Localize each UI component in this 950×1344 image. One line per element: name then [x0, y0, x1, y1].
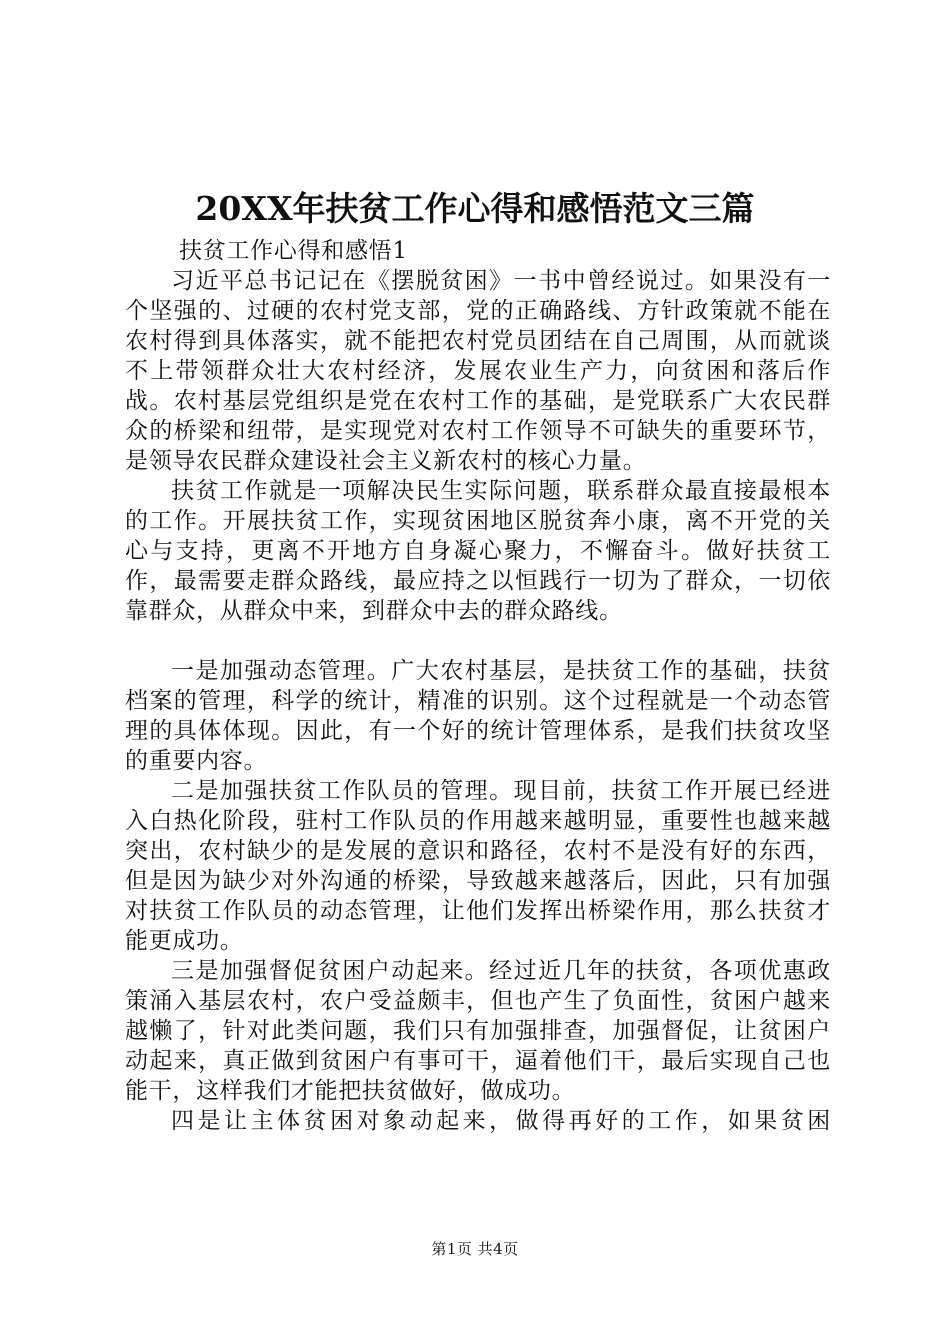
paragraph-gap: [125, 626, 831, 656]
document-body: [125, 236, 831, 1136]
document-title: 20XX年扶贫工作心得和感悟范文三篇: [195, 189, 755, 228]
paragraph-3: 一是加强动态管理。广大农村基层，是扶贫工作的基础，扶贫档案的管理，科学的统计，精准的识别。这个过程就是一个动态管理的具体体现。因此，有一个好的统计管理体系，是我们扶贫攻坚的重要内容。: [125, 658, 831, 774]
paragraph-5: 三是加强督促贫困户动起来。经过近几年的扶贫，各项优惠政策涌入基层农村，农户受益颇丰，但也产生了负面性，贫困户越来越懒了，针对此类问题，我们只有加强排查，加强督促，让贫困户动起来，真正做到贫困户有事可干，逼着他们干，最后实现自己也能干，这样我们才能把扶贫做好，做成功。: [125, 958, 831, 1104]
paragraph-6: 四是让主体贫困对象动起来，做得再好的工作，如果贫困: [171, 1108, 831, 1134]
paragraph-2: 扶贫工作就是一项解决民生实际问题，联系群众最直接最根本的工作。开展扶贫工作，实现贫困地区脱贫奔小康，离不开党的关心与支持，更离不开地方自身凝心聚力，不懈奋斗。做好扶贫工作，最需要走群众路线，最应持之以恒践行一切为了群众，一切依靠群众，从群众中来，到群众中去的群众路线。: [125, 478, 831, 624]
paragraph-4: 二是加强扶贫工作队员的管理。现目前，扶贫工作开展已经进入白热化阶段，驻村工作队员的作用越来越明显，重要性也越来越突出，农村缺少的是发展的意识和路径，农村不是没有好的东西，但是因为缺少对外沟通的桥梁，导致越来越落后，因此，只有加强对扶贫工作队员的动态管理，让他们发挥出桥梁作用，那么扶贫才能更成功。: [125, 778, 831, 954]
paragraph-1: 习近平总书记记在《摆脱贫困》一书中曾经说过。如果没有一个坚强的、过硬的农村党支部，党的正确路线、方针政策就不能在农村得到具体落实，就不能把农村党员团结在自己周围，从而就谈不上带领群众壮大农村经济，发展农业生产力，向贫困和落后作战。农村基层党组织是党在农村工作的基础，是党联系广大农民群众的桥梁和纽带，是实现党对农村工作领导不可缺失的重要环节，是领导农民群众建设社会主义新农村的核心力量。: [125, 268, 831, 474]
page-footer: 第1页 共4页: [431, 1240, 519, 1258]
section-subheading: 扶贫工作心得和感悟1: [179, 238, 408, 264]
